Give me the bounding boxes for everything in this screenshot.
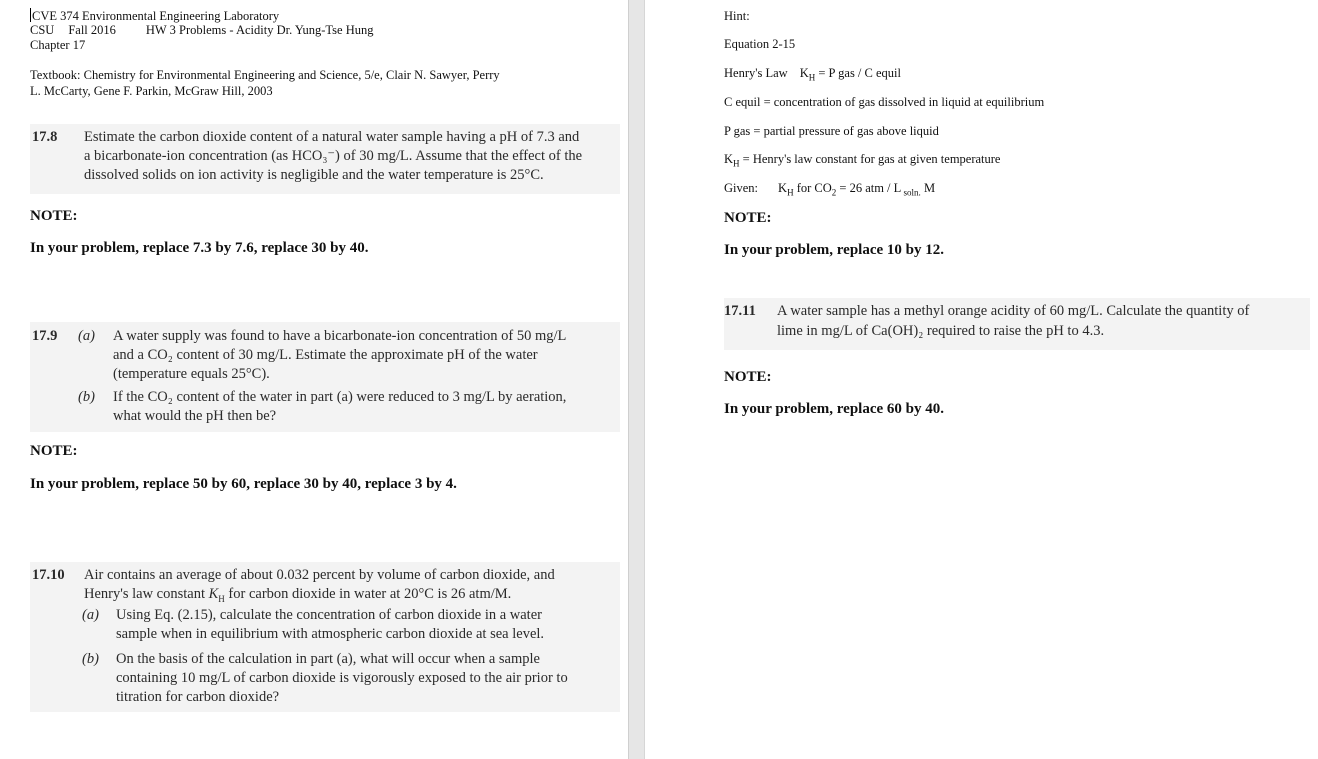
- hint-equation: Equation 2-15: [724, 37, 796, 51]
- given-k: K: [778, 181, 788, 195]
- problem-number: 17.10: [32, 567, 65, 583]
- problem-line: Using Eq. (2.15), calculate the concentration of carbon dioxide in a water: [116, 607, 542, 623]
- kh-rest: = Henry's law constant for gas at given temperature: [739, 152, 1001, 166]
- given-label: Given:: [724, 181, 759, 195]
- note-label: NOTE:: [724, 210, 772, 226]
- chapter-label: Chapter 17: [30, 38, 86, 52]
- problem-number: 17.9: [32, 328, 58, 344]
- kh-k: K: [724, 152, 734, 166]
- assignment-text: HW 3 Problems - Acidity Dr. Yung-Tse Hung: [145, 23, 374, 37]
- note-text: In your problem, replace 7.3 by 7.6, replace 30 by 40.: [30, 240, 369, 256]
- part-label: (b): [82, 651, 99, 667]
- problem-17-11-scan: [724, 298, 1310, 350]
- problem-line: containing 10 mg/L of carbon dioxide is vigorously exposed to the air prior to: [116, 670, 568, 686]
- problem-line: (temperature equals 25°C).: [113, 366, 270, 382]
- given-sub: H: [787, 187, 794, 198]
- problem-17-9-scan: [30, 322, 620, 432]
- problem-line: what would the pH then be?: [113, 408, 277, 424]
- problem-number: 17.8: [32, 129, 58, 145]
- p-gas-definition: P gas = partial pressure of gas above liquid: [724, 124, 939, 138]
- textbook-line-2: L. McCarty, Gene F. Parkin, McGraw Hill, 2003: [30, 84, 273, 98]
- given-sub: soln.: [901, 187, 921, 198]
- school-text: CSU: [30, 23, 55, 37]
- term-text: Fall 2016: [68, 23, 116, 37]
- henry-law-line: [724, 66, 901, 83]
- note-label: NOTE:: [30, 443, 78, 459]
- problem-line: lime in mg/L of Ca(OH)₂ required to raise the pH to 4.3.: [777, 323, 1105, 339]
- textbook-line-1: Textbook: Chemistry for Environmental Engineering and Science, 5/e, Clair N. Sawyer, Perry: [30, 68, 500, 82]
- given-rest: M: [920, 181, 936, 195]
- given-rest: = 26 atm / L: [836, 181, 902, 195]
- page-gutter: [628, 0, 645, 759]
- note-text: In your problem, replace 60 by 40.: [724, 401, 945, 417]
- hint-title: Hint:: [724, 9, 750, 23]
- part-label: (a): [82, 607, 99, 623]
- course-title: [30, 8, 279, 24]
- problem-17-8-scan: [30, 124, 620, 194]
- document-page-right: [645, 0, 1318, 759]
- problem-line: On the basis of the calculation in part (a), what will occur when a sample: [116, 651, 540, 667]
- problem-line: and a CO₂ content of 30 mg/L. Estimate the approximate pH of the water: [113, 347, 538, 363]
- problem-line: sample when in equilibrium with atmospheric carbon dioxide at sea level.: [116, 626, 545, 642]
- course-title-text: CVE 374 Environmental Engineering Laboratory: [32, 9, 280, 23]
- problem-line: A water supply was found to have a bicarbonate-ion concentration of 50 mg/L: [113, 328, 567, 344]
- problem-17-10-scan: [30, 562, 620, 712]
- part-label: (b): [78, 389, 95, 405]
- part-label: (a): [78, 328, 95, 344]
- problem-number: 17.11: [724, 303, 756, 319]
- problem-line: A water sample has a methyl orange acidity of 60 mg/L. Calculate the quantity of: [777, 303, 1250, 319]
- problem-line: a bicarbonate-ion concentration (as HCO₃⁻) of 30 mg/L. Assume that the effect of the: [84, 148, 583, 164]
- document-page-left: [0, 0, 628, 759]
- given-line: [724, 181, 935, 198]
- formula-rest: = P gas / C equil: [815, 66, 901, 80]
- kh-sub: H: [733, 158, 740, 169]
- henry-law-label: Henry's Law: [724, 66, 788, 80]
- given-sub: 2: [831, 187, 837, 198]
- problem-line: Air contains an average of about 0.032 percent by volume of carbon dioxide, and: [84, 567, 555, 583]
- formula-k: K: [799, 66, 809, 80]
- text-cursor: [30, 8, 31, 22]
- problem-line: If the CO₂ content of the water in part (a) were reduced to 3 mg/L by aeration,: [113, 389, 567, 405]
- problem-line: titration for carbon dioxide?: [116, 689, 280, 705]
- course-info: [30, 23, 374, 38]
- note-text: In your problem, replace 50 by 60, replace 30 by 40, replace 3 by 4.: [30, 476, 457, 492]
- problem-line: Estimate the carbon dioxide content of a natural water sample having a pH of 7.3 and: [84, 129, 580, 145]
- formula-sub: H: [808, 72, 816, 83]
- kh-definition: [724, 152, 1000, 169]
- problem-line: dissolved solids on ion activity is negligible and the water temperature is 25°C.: [84, 167, 544, 183]
- problem-line: Henry's law constant $K_H$ for carbon dioxide in water at 20°C is 26 atm/M.: [84, 586, 512, 604]
- c-equil-definition: C equil = concentration of gas dissolved in liquid at equilibrium: [724, 95, 1045, 109]
- note-label: NOTE:: [30, 208, 78, 224]
- note-text: In your problem, replace 10 by 12.: [724, 242, 945, 258]
- note-label: NOTE:: [724, 369, 772, 385]
- given-rest: for CO: [793, 181, 832, 195]
